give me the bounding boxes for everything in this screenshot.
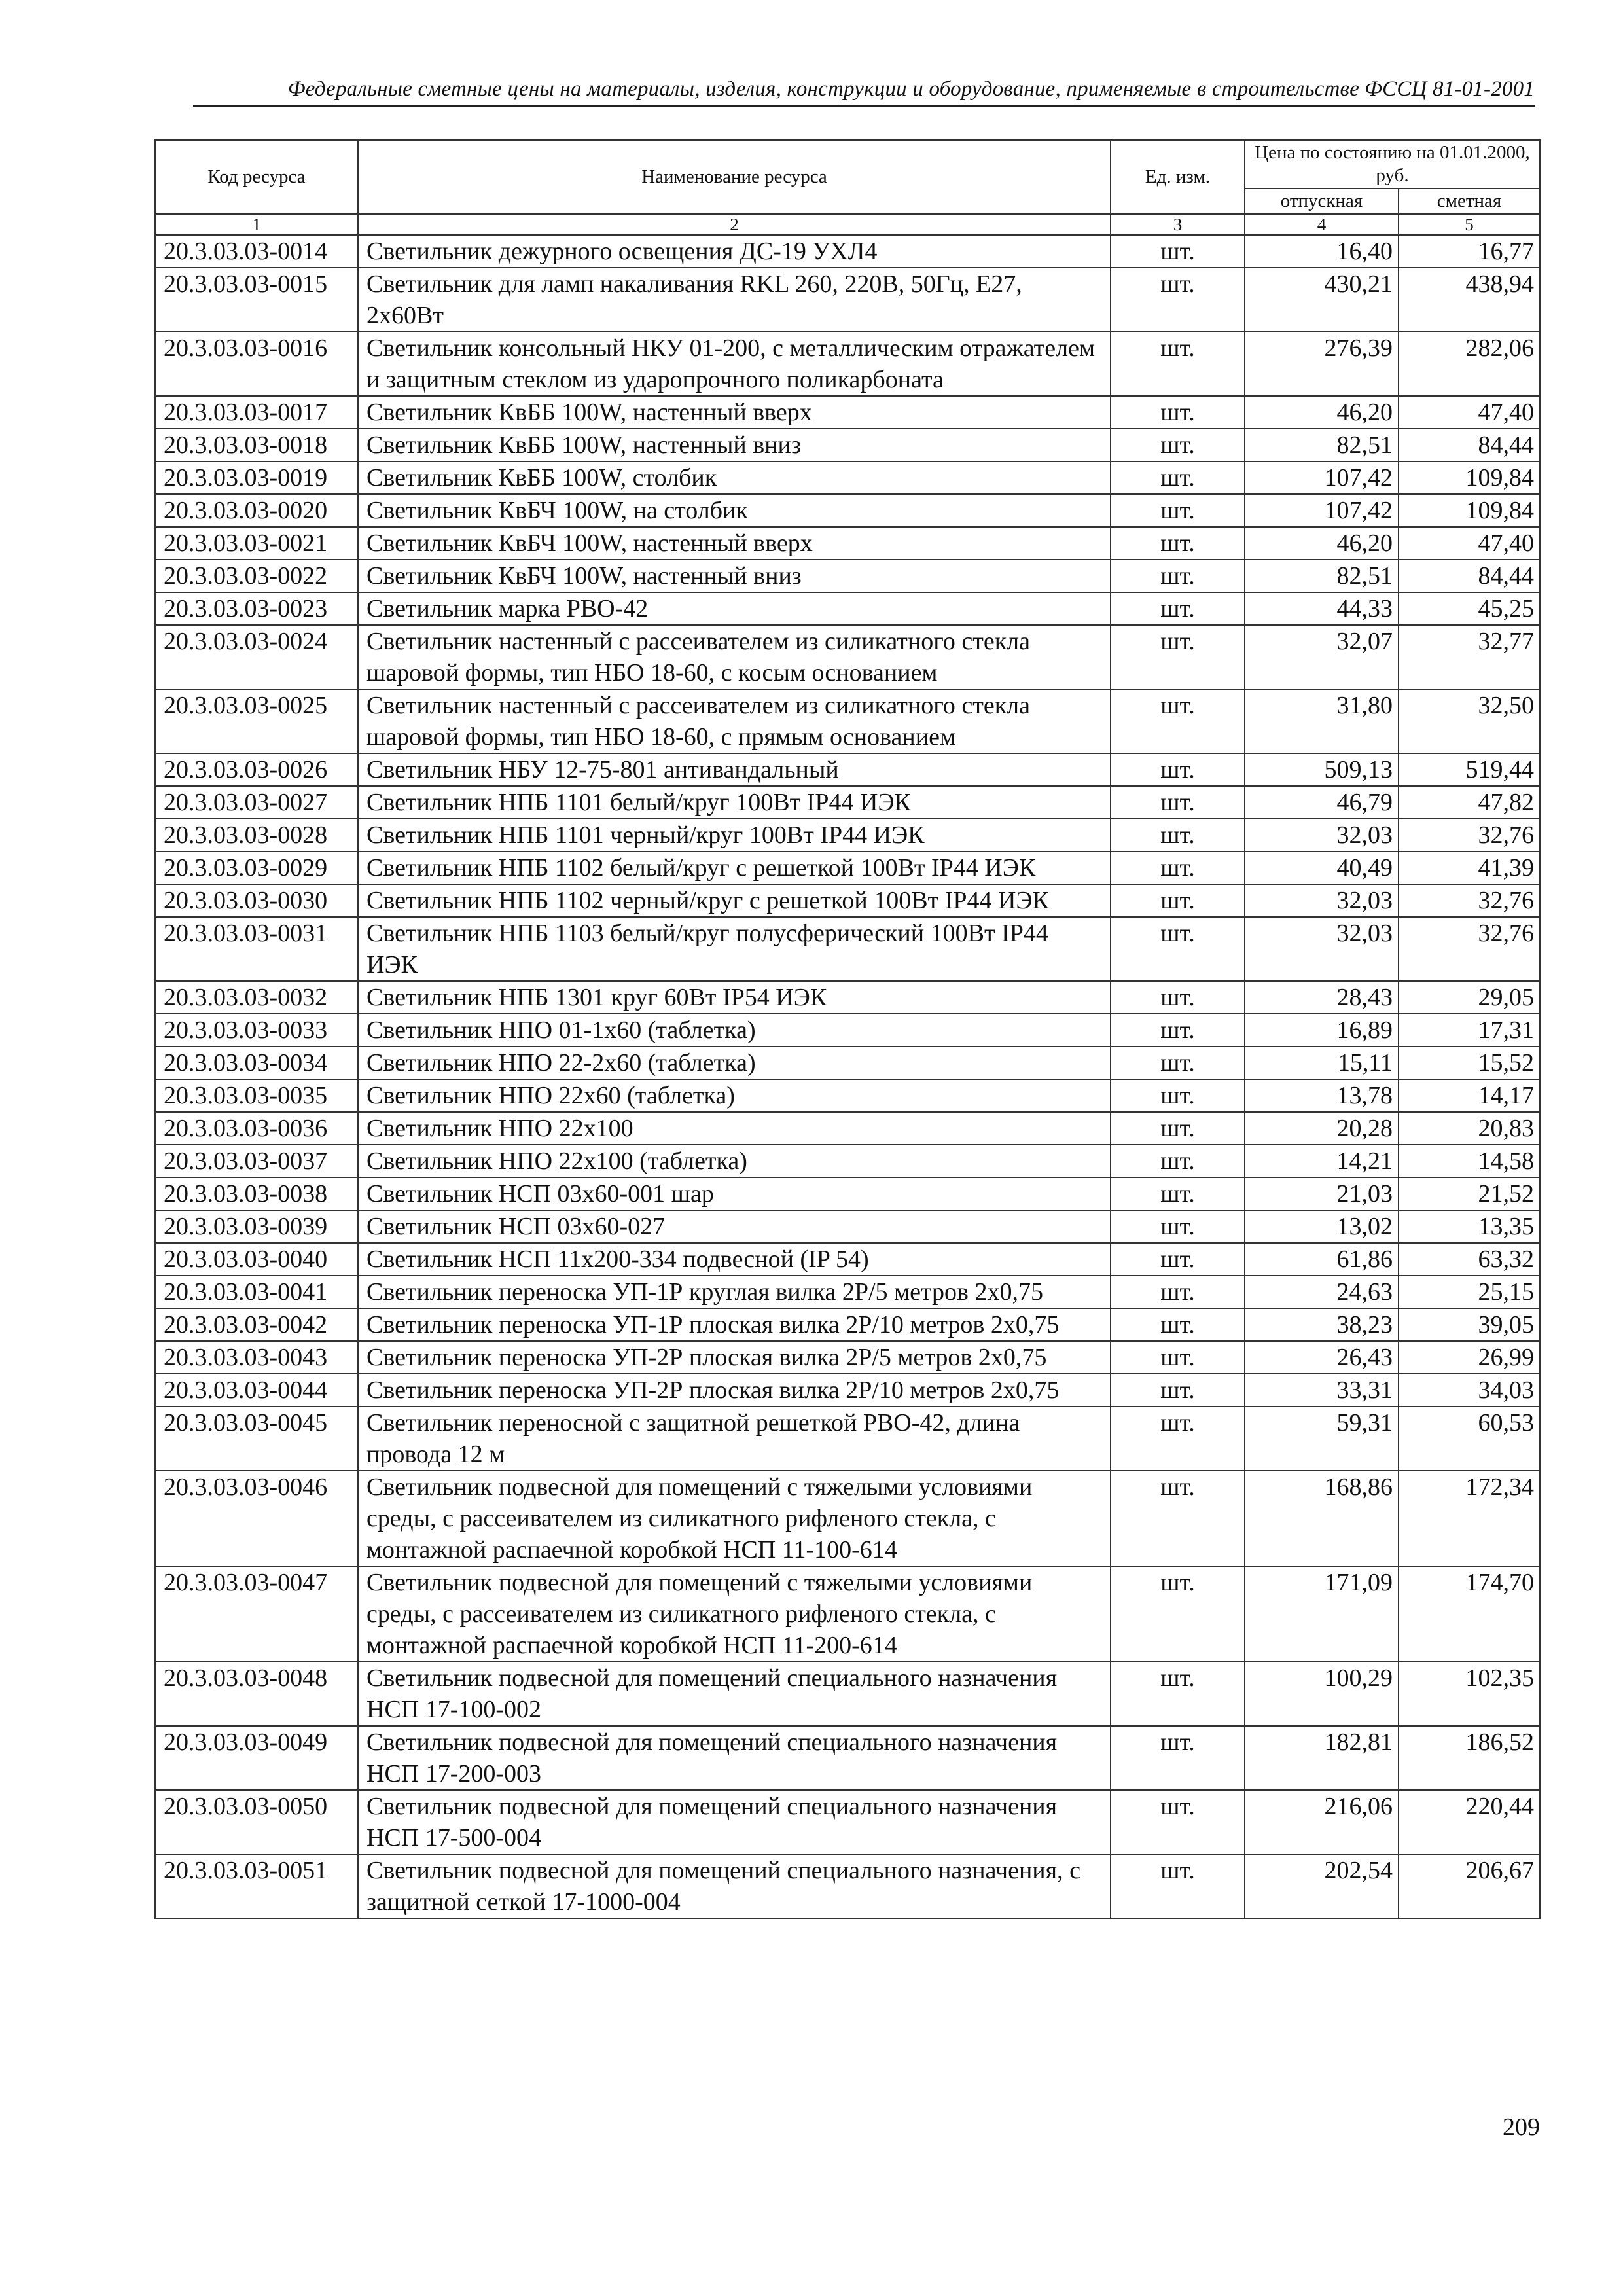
table-row	[155, 235, 1540, 268]
table-row	[155, 1726, 1540, 1790]
resource-code: 20.3.03.03-0022	[155, 560, 358, 592]
unit: шт.	[1111, 1726, 1245, 1790]
release-price: 38,23	[1245, 1308, 1399, 1341]
header-release-price: отпускная	[1245, 188, 1399, 214]
table-row	[155, 625, 1540, 689]
unit: шт.	[1111, 1790, 1245, 1854]
unit: шт.	[1111, 625, 1245, 689]
unit: шт.	[1111, 1407, 1245, 1471]
price-table	[154, 139, 1541, 1919]
estimate-price: 41,39	[1399, 852, 1540, 884]
release-price: 14,21	[1245, 1145, 1399, 1177]
resource-code: 20.3.03.03-0038	[155, 1177, 358, 1210]
unit: шт.	[1111, 1145, 1245, 1177]
estimate-price: 109,84	[1399, 461, 1540, 494]
estimate-price: 438,94	[1399, 268, 1540, 332]
resource-name: Светильник переноска УП-2Р плоская вилка 2Р/5 метров 2x0,75	[358, 1341, 1111, 1374]
release-price: 20,28	[1245, 1112, 1399, 1145]
resource-name: Светильник переноска УП-1Р круглая вилка 2Р/5 метров 2x0,75	[358, 1276, 1111, 1308]
resource-code: 20.3.03.03-0030	[155, 884, 358, 917]
table-row	[155, 1145, 1540, 1177]
resource-name: Светильник подвесной для помещений с тяжелыми условиями среды, с рассеивателем из силикатного рифленого стекла, с монтажной распаечной коробкой НСП 11-100-614	[358, 1471, 1111, 1566]
release-price: 32,03	[1245, 917, 1399, 981]
unit: шт.	[1111, 1374, 1245, 1407]
release-price: 100,29	[1245, 1662, 1399, 1726]
resource-code: 20.3.03.03-0025	[155, 689, 358, 753]
header-unit: Ед. изм.	[1111, 140, 1245, 214]
resource-name: Светильник НСП 03x60-001 шар	[358, 1177, 1111, 1210]
unit: шт.	[1111, 461, 1245, 494]
resource-code: 20.3.03.03-0034	[155, 1047, 358, 1079]
resource-code: 20.3.03.03-0019	[155, 461, 358, 494]
resource-code: 20.3.03.03-0016	[155, 332, 358, 396]
release-price: 24,63	[1245, 1276, 1399, 1308]
release-price: 59,31	[1245, 1407, 1399, 1471]
resource-name: Светильник НПБ 1102 черный/круг с решеткой 100Вт IP44 ИЭК	[358, 884, 1111, 917]
release-price: 32,03	[1245, 819, 1399, 852]
header-estimate-price: сметная	[1399, 188, 1540, 214]
table-row	[155, 1341, 1540, 1374]
estimate-price: 21,52	[1399, 1177, 1540, 1210]
unit: шт.	[1111, 235, 1245, 268]
resource-name: Светильник НПО 01-1x60 (таблетка)	[358, 1014, 1111, 1047]
resource-name: Светильник КвБЧ 100W, настенный вверх	[358, 527, 1111, 560]
table-row	[155, 884, 1540, 917]
release-price: 15,11	[1245, 1047, 1399, 1079]
unit: шт.	[1111, 1177, 1245, 1210]
resource-name: Светильник НПО 22x100	[358, 1112, 1111, 1145]
release-price: 31,80	[1245, 689, 1399, 753]
unit: шт.	[1111, 268, 1245, 332]
release-price: 46,79	[1245, 786, 1399, 819]
estimate-price: 63,32	[1399, 1243, 1540, 1276]
table-row	[155, 1112, 1540, 1145]
release-price: 107,42	[1245, 494, 1399, 527]
estimate-price: 60,53	[1399, 1407, 1540, 1471]
resource-code: 20.3.03.03-0024	[155, 625, 358, 689]
resource-name: Светильник НПО 22x100 (таблетка)	[358, 1145, 1111, 1177]
resource-name: Светильник НБУ 12-75-801 антивандальный	[358, 753, 1111, 786]
release-price: 171,09	[1245, 1566, 1399, 1662]
estimate-price: 26,99	[1399, 1341, 1540, 1374]
table-row	[155, 1243, 1540, 1276]
table-row	[155, 332, 1540, 396]
resource-code: 20.3.03.03-0049	[155, 1726, 358, 1790]
unit: шт.	[1111, 753, 1245, 786]
estimate-price: 186,52	[1399, 1726, 1540, 1790]
resource-name: Светильник КвБЧ 100W, настенный вниз	[358, 560, 1111, 592]
estimate-price: 29,05	[1399, 981, 1540, 1014]
release-price: 33,31	[1245, 1374, 1399, 1407]
resource-code: 20.3.03.03-0045	[155, 1407, 358, 1471]
table-row	[155, 592, 1540, 625]
unit: шт.	[1111, 917, 1245, 981]
table-row	[155, 461, 1540, 494]
resource-name: Светильник НСП 03x60-027	[358, 1210, 1111, 1243]
release-price: 61,86	[1245, 1243, 1399, 1276]
release-price: 26,43	[1245, 1341, 1399, 1374]
table-row	[155, 1047, 1540, 1079]
table-row	[155, 560, 1540, 592]
unit: шт.	[1111, 1243, 1245, 1276]
estimate-price: 109,84	[1399, 494, 1540, 527]
unit: шт.	[1111, 819, 1245, 852]
estimate-price: 39,05	[1399, 1308, 1540, 1341]
resource-code: 20.3.03.03-0014	[155, 235, 358, 268]
resource-code: 20.3.03.03-0050	[155, 1790, 358, 1854]
table-row	[155, 268, 1540, 332]
header-name: Наименование ресурса	[358, 140, 1111, 214]
release-price: 32,07	[1245, 625, 1399, 689]
table-row	[155, 689, 1540, 753]
unit: шт.	[1111, 1662, 1245, 1726]
release-price: 13,78	[1245, 1079, 1399, 1112]
column-number: 4	[1245, 214, 1399, 235]
header-code: Код ресурса	[155, 140, 358, 214]
unit: шт.	[1111, 884, 1245, 917]
resource-name: Светильник подвесной для помещений специального назначения НСП 17-100-002	[358, 1662, 1111, 1726]
table-row	[155, 1210, 1540, 1243]
resource-code: 20.3.03.03-0021	[155, 527, 358, 560]
estimate-price: 220,44	[1399, 1790, 1540, 1854]
estimate-price: 16,77	[1399, 235, 1540, 268]
resource-name: Светильник настенный с рассеивателем из силикатного стекла шаровой формы, тип НБО 18-60, с прямым основанием	[358, 689, 1111, 753]
table-row	[155, 1276, 1540, 1308]
resource-name: Светильник НПО 22x60 (таблетка)	[358, 1079, 1111, 1112]
release-price: 276,39	[1245, 332, 1399, 396]
table-row	[155, 527, 1540, 560]
resource-code: 20.3.03.03-0031	[155, 917, 358, 981]
resource-code: 20.3.03.03-0035	[155, 1079, 358, 1112]
table-row	[155, 917, 1540, 981]
table-row	[155, 786, 1540, 819]
table-row	[155, 1790, 1540, 1854]
resource-name: Светильник НПБ 1101 черный/круг 100Вт IP44 ИЭК	[358, 819, 1111, 852]
release-price: 46,20	[1245, 527, 1399, 560]
table-row	[155, 1662, 1540, 1726]
estimate-price: 519,44	[1399, 753, 1540, 786]
estimate-price: 84,44	[1399, 560, 1540, 592]
column-number: 5	[1399, 214, 1540, 235]
unit: шт.	[1111, 1112, 1245, 1145]
resource-name: Светильник подвесной для помещений специального назначения НСП 17-200-003	[358, 1726, 1111, 1790]
table-row	[155, 1014, 1540, 1047]
estimate-price: 172,34	[1399, 1471, 1540, 1566]
resource-code: 20.3.03.03-0037	[155, 1145, 358, 1177]
resource-code: 20.3.03.03-0015	[155, 268, 358, 332]
release-price: 44,33	[1245, 592, 1399, 625]
resource-code: 20.3.03.03-0018	[155, 429, 358, 461]
release-price: 168,86	[1245, 1471, 1399, 1566]
column-number: 1	[155, 214, 358, 235]
release-price: 182,81	[1245, 1726, 1399, 1790]
estimate-price: 282,06	[1399, 332, 1540, 396]
table-row	[155, 753, 1540, 786]
release-price: 13,02	[1245, 1210, 1399, 1243]
estimate-price: 47,82	[1399, 786, 1540, 819]
table-row	[155, 1308, 1540, 1341]
resource-name: Светильник КвББ 100W, настенный вверх	[358, 396, 1111, 429]
unit: шт.	[1111, 852, 1245, 884]
resource-name: Светильник НПБ 1101 белый/круг 100Вт IP44 ИЭК	[358, 786, 1111, 819]
resource-name: Светильник НСП 11x200-334 подвесной (IP 54)	[358, 1243, 1111, 1276]
table-row	[155, 396, 1540, 429]
resource-code: 20.3.03.03-0040	[155, 1243, 358, 1276]
resource-name: Светильник марка РВО-42	[358, 592, 1111, 625]
unit: шт.	[1111, 981, 1245, 1014]
resource-code: 20.3.03.03-0036	[155, 1112, 358, 1145]
resource-name: Светильник для ламп накаливания RKL 260, 220В, 50Гц, Е27, 2x60Вт	[358, 268, 1111, 332]
unit: шт.	[1111, 1471, 1245, 1566]
resource-code: 20.3.03.03-0047	[155, 1566, 358, 1662]
estimate-price: 84,44	[1399, 429, 1540, 461]
estimate-price: 34,03	[1399, 1374, 1540, 1407]
release-price: 28,43	[1245, 981, 1399, 1014]
unit: шт.	[1111, 527, 1245, 560]
table-row	[155, 1374, 1540, 1407]
resource-name: Светильник НПО 22-2x60 (таблетка)	[358, 1047, 1111, 1079]
resource-name: Светильник настенный с рассеивателем из силикатного стекла шаровой формы, тип НБО 18-60, с косым основанием	[358, 625, 1111, 689]
unit: шт.	[1111, 1308, 1245, 1341]
resource-code: 20.3.03.03-0046	[155, 1471, 358, 1566]
resource-code: 20.3.03.03-0039	[155, 1210, 358, 1243]
estimate-price: 45,25	[1399, 592, 1540, 625]
resource-code: 20.3.03.03-0041	[155, 1276, 358, 1308]
release-price: 82,51	[1245, 429, 1399, 461]
estimate-price: 174,70	[1399, 1566, 1540, 1662]
table-row	[155, 1177, 1540, 1210]
unit: шт.	[1111, 1210, 1245, 1243]
estimate-price: 206,67	[1399, 1854, 1540, 1918]
resource-name: Светильник дежурного освещения ДС-19 УХЛ4	[358, 235, 1111, 268]
unit: шт.	[1111, 1047, 1245, 1079]
estimate-price: 47,40	[1399, 527, 1540, 560]
estimate-price: 47,40	[1399, 396, 1540, 429]
estimate-price: 15,52	[1399, 1047, 1540, 1079]
unit: шт.	[1111, 560, 1245, 592]
resource-name: Светильник НПБ 1301 круг 60Вт IP54 ИЭК	[358, 981, 1111, 1014]
release-price: 509,13	[1245, 753, 1399, 786]
table-row	[155, 852, 1540, 884]
page-number: 209	[1503, 2113, 1540, 2141]
unit: шт.	[1111, 1566, 1245, 1662]
table-row	[155, 1079, 1540, 1112]
unit: шт.	[1111, 689, 1245, 753]
resource-code: 20.3.03.03-0042	[155, 1308, 358, 1341]
estimate-price: 14,58	[1399, 1145, 1540, 1177]
estimate-price: 13,35	[1399, 1210, 1540, 1243]
estimate-price: 32,50	[1399, 689, 1540, 753]
estimate-price: 32,77	[1399, 625, 1540, 689]
resource-name: Светильник переноска УП-1Р плоская вилка 2Р/10 метров 2x0,75	[358, 1308, 1111, 1341]
resource-code: 20.3.03.03-0026	[155, 753, 358, 786]
table-row	[155, 1407, 1540, 1471]
resource-code: 20.3.03.03-0048	[155, 1662, 358, 1726]
resource-code: 20.3.03.03-0020	[155, 494, 358, 527]
unit: шт.	[1111, 1854, 1245, 1918]
release-price: 82,51	[1245, 560, 1399, 592]
resource-name: Светильник КвБЧ 100W, на столбик	[358, 494, 1111, 527]
unit: шт.	[1111, 786, 1245, 819]
estimate-price: 25,15	[1399, 1276, 1540, 1308]
release-price: 430,21	[1245, 268, 1399, 332]
unit: шт.	[1111, 1341, 1245, 1374]
unit: шт.	[1111, 1079, 1245, 1112]
column-number: 3	[1111, 214, 1245, 235]
release-price: 16,89	[1245, 1014, 1399, 1047]
resource-name: Светильник переносной с защитной решеткой РВО-42, длина провода 12 м	[358, 1407, 1111, 1471]
resource-code: 20.3.03.03-0029	[155, 852, 358, 884]
unit: шт.	[1111, 1276, 1245, 1308]
resource-code: 20.3.03.03-0043	[155, 1341, 358, 1374]
running-header: Федеральные сметные цены на материалы, изделия, конструкции и оборудование, применяемые в строительстве ФССЦ 81-01-2001	[193, 77, 1535, 107]
resource-code: 20.3.03.03-0027	[155, 786, 358, 819]
release-price: 46,20	[1245, 396, 1399, 429]
table-row	[155, 494, 1540, 527]
estimate-price: 32,76	[1399, 819, 1540, 852]
release-price: 216,06	[1245, 1790, 1399, 1854]
release-price: 107,42	[1245, 461, 1399, 494]
table-row	[155, 1471, 1540, 1566]
unit: шт.	[1111, 429, 1245, 461]
unit: шт.	[1111, 396, 1245, 429]
resource-code: 20.3.03.03-0023	[155, 592, 358, 625]
unit: шт.	[1111, 494, 1245, 527]
resource-name: Светильник НПБ 1102 белый/круг с решеткой 100Вт IP44 ИЭК	[358, 852, 1111, 884]
unit: шт.	[1111, 1014, 1245, 1047]
estimate-price: 17,31	[1399, 1014, 1540, 1047]
table-row	[155, 819, 1540, 852]
unit: шт.	[1111, 332, 1245, 396]
estimate-price: 20,83	[1399, 1112, 1540, 1145]
estimate-price: 32,76	[1399, 884, 1540, 917]
table-body	[155, 235, 1540, 1918]
column-number: 2	[358, 214, 1111, 235]
estimate-price: 14,17	[1399, 1079, 1540, 1112]
resource-name: Светильник НПБ 1103 белый/круг полусферический 100Вт IP44 ИЭК	[358, 917, 1111, 981]
resource-name: Светильник подвесной для помещений с тяжелыми условиями среды, с рассеивателем из силикатного рифленого стекла, с монтажной распаечной коробкой НСП 11-200-614	[358, 1566, 1111, 1662]
resource-name: Светильник подвесной для помещений специального назначения, с защитной сеткой 17-1000-004	[358, 1854, 1111, 1918]
release-price: 32,03	[1245, 884, 1399, 917]
resource-code: 20.3.03.03-0017	[155, 396, 358, 429]
resource-code: 20.3.03.03-0032	[155, 981, 358, 1014]
release-price: 21,03	[1245, 1177, 1399, 1210]
resource-code: 20.3.03.03-0033	[155, 1014, 358, 1047]
release-price: 16,40	[1245, 235, 1399, 268]
table-row	[155, 981, 1540, 1014]
resource-code: 20.3.03.03-0051	[155, 1854, 358, 1918]
table-row	[155, 429, 1540, 461]
release-price: 40,49	[1245, 852, 1399, 884]
resource-name: Светильник подвесной для помещений специального назначения НСП 17-500-004	[358, 1790, 1111, 1854]
resource-name: Светильник КвББ 100W, настенный вниз	[358, 429, 1111, 461]
header-price: Цена по состоянию на 01.01.2000, руб.	[1245, 140, 1540, 188]
resource-name: Светильник КвББ 100W, столбик	[358, 461, 1111, 494]
unit: шт.	[1111, 592, 1245, 625]
resource-code: 20.3.03.03-0028	[155, 819, 358, 852]
estimate-price: 32,76	[1399, 917, 1540, 981]
estimate-price: 102,35	[1399, 1662, 1540, 1726]
resource-name: Светильник переноска УП-2Р плоская вилка 2Р/10 метров 2x0,75	[358, 1374, 1111, 1407]
resource-name: Светильник консольный НКУ 01-200, с металлическим отражателем и защитным стеклом из ударопрочного поликарбоната	[358, 332, 1111, 396]
resource-code: 20.3.03.03-0044	[155, 1374, 358, 1407]
release-price: 202,54	[1245, 1854, 1399, 1918]
table-row	[155, 1566, 1540, 1662]
table-row	[155, 1854, 1540, 1918]
